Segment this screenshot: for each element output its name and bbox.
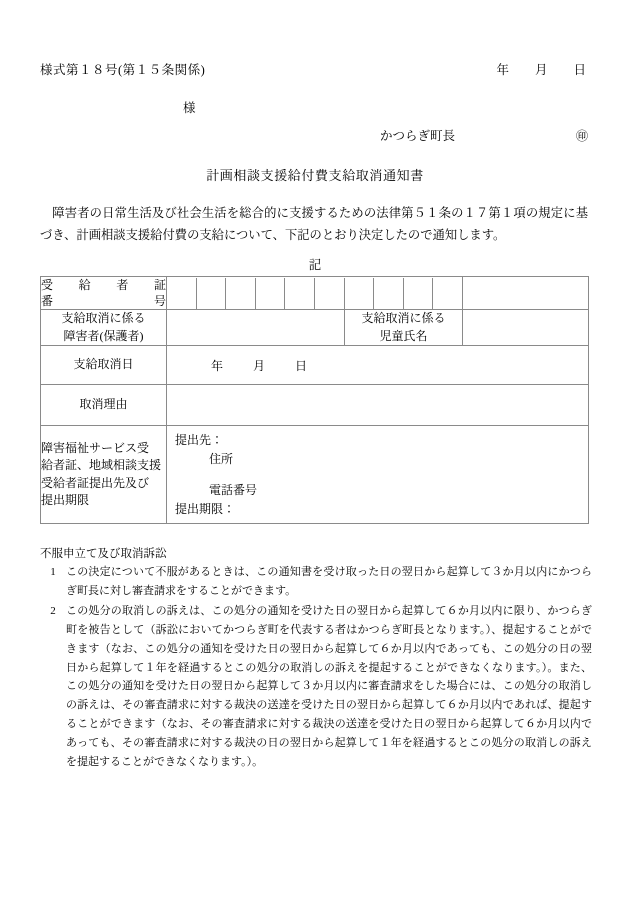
receipt-number-digit-10[interactable]: [433, 278, 462, 309]
page-title: 計画相談支援給付費支給取消通知書: [206, 168, 424, 183]
receipt-number-label-second: 番号: [41, 294, 166, 309]
child-name-label-line1: 支給取消に係る: [361, 311, 446, 326]
issuer-row: [380, 126, 588, 144]
appeal-item-2: [40, 602, 592, 772]
intro-paragraph: 障害者の日常生活及び社会生活を総合的に支援するための法律第５１条の１７第１項の規定に基づき、計画相談支援給付費の支給について、下記のとおり決定したので通知します。: [40, 206, 588, 242]
receipt-number-digit-8[interactable]: [374, 278, 404, 309]
appeal-item-1-text: この決定について不服があるときは、この通知書を受け取った日の翌日から起算して３か月以内にかつらぎ町長に対し審査請求をすることができます。: [66, 566, 592, 597]
appeal-item-2-text: この処分の取消しの訴えは、この処分の通知を受けた日の翌日から起算して６か月以内に限り、かつらぎ町を被告として（訴訟においてかつらぎ町を代表する者はかつらぎ町長となります。）、提起することができます（なお、この処分の通知を受けた日の翌日から起算して６か月以内であっても、この処分の日の翌日から起算して１年を経過するとこの処分の取消しの訴えを提起することができなくなります。）。また、この処分の通知を受けた日の翌日から起算して３か月以内に審査請求をした場合には、この処分の取消しの訴えは、その審査請求に対する裁決の送達を受けた日の翌日から起算して６か月以内であれば、提起することができます（なお、その審査請求に対する裁決の送達を受けた日の翌日から起算して６か月以内であっても、その審査請求に対する裁決の日の翌日から起算して１年を経過するとこの処分の取消しの訴えを提起することができなくなります。）。: [66, 604, 592, 769]
document-header: [40, 60, 588, 78]
table-row-cancel-reason: [41, 385, 589, 426]
submission-label-cell: [41, 426, 167, 524]
cancel-date-value-cell[interactable]: [167, 346, 589, 385]
table-row-cancel-date: [41, 346, 589, 385]
appeal-section-title: 不服申立て及び取消訴訟: [40, 548, 167, 560]
receipt-number-digit-9[interactable]: [404, 278, 434, 309]
submission-label-line4: 提出期限: [41, 492, 90, 507]
cancel-date-fields[interactable]: [167, 357, 588, 374]
cancel-date-year-label: 年: [211, 358, 224, 373]
receipt-number-digit-grid[interactable]: [167, 278, 462, 309]
receipt-number-digit-4[interactable]: [256, 278, 286, 309]
receipt-number-blank-cell[interactable]: [463, 277, 589, 310]
issue-date-month-label: 月: [534, 63, 548, 77]
form-table: [40, 276, 589, 524]
appeal-item-1-number: 1: [50, 566, 56, 578]
submission-label-line2: 給者証、地域相談支援: [41, 458, 162, 473]
table-row-receipt-number: [41, 277, 589, 310]
receipt-number-digit-7[interactable]: [345, 278, 375, 309]
beneficiary-label-cell: [41, 310, 167, 346]
submit-address-label: 住所: [209, 452, 234, 467]
receipt-number-digit-5[interactable]: [285, 278, 315, 309]
receipt-number-digit-6[interactable]: [315, 278, 345, 309]
issue-date-year-label: 年: [496, 63, 509, 77]
child-name-value-cell[interactable]: [463, 310, 589, 346]
issue-date-line: [496, 60, 588, 78]
beneficiary-label-line2: 障害者(保護者): [63, 328, 144, 343]
child-name-label-line2: 児童氏名: [379, 328, 428, 343]
child-name-label-cell: [345, 310, 463, 346]
submission-details[interactable]: [167, 426, 588, 523]
submit-phone-label: 電話番号: [209, 482, 258, 497]
cancel-date-month-label: 月: [253, 358, 266, 373]
table-row-submission: [41, 426, 589, 524]
receipt-number-label: 受給者証: [41, 278, 166, 292]
cancel-reason-label-cell: 取消理由: [41, 385, 167, 426]
submit-deadline-label: 提出期限：: [175, 501, 236, 516]
appeal-section: [40, 545, 592, 773]
form-number: 様式第１８号(第１５条関係): [40, 63, 206, 77]
appeal-item-2-number: 2: [50, 604, 56, 617]
issue-date-day-label: 日: [573, 63, 586, 77]
receipt-number-digit-2[interactable]: [197, 278, 227, 309]
submit-to-label: 提出先：: [175, 433, 224, 448]
submission-value-cell[interactable]: [167, 426, 589, 524]
submission-label-line1: 障害福祉サービス受: [41, 440, 150, 455]
appeal-item-1: [40, 563, 592, 601]
addressee-honorific: 様: [183, 101, 196, 115]
cancel-reason-value-cell[interactable]: [167, 385, 589, 426]
seal-icon: ㊞: [575, 129, 588, 143]
beneficiary-value-cell[interactable]: [167, 310, 345, 346]
submission-label-line3: 受給者証提出先及び: [41, 475, 150, 490]
issuer-name: かつらぎ町長: [380, 129, 456, 143]
submission-spacer: [175, 470, 582, 481]
receipt-number-label-cell: [41, 277, 167, 310]
receipt-number-digit-1[interactable]: [167, 278, 197, 309]
cancel-date-label-cell: 支給取消日: [41, 346, 167, 385]
beneficiary-label-line1: 支給取消に係る: [61, 311, 146, 326]
ki-marker: 記: [308, 258, 322, 272]
table-row-beneficiary: [41, 310, 589, 346]
receipt-number-digit-3[interactable]: [226, 278, 256, 309]
receipt-number-digit-grid-cell[interactable]: [167, 277, 463, 310]
cancel-date-day-label: 日: [295, 358, 308, 373]
